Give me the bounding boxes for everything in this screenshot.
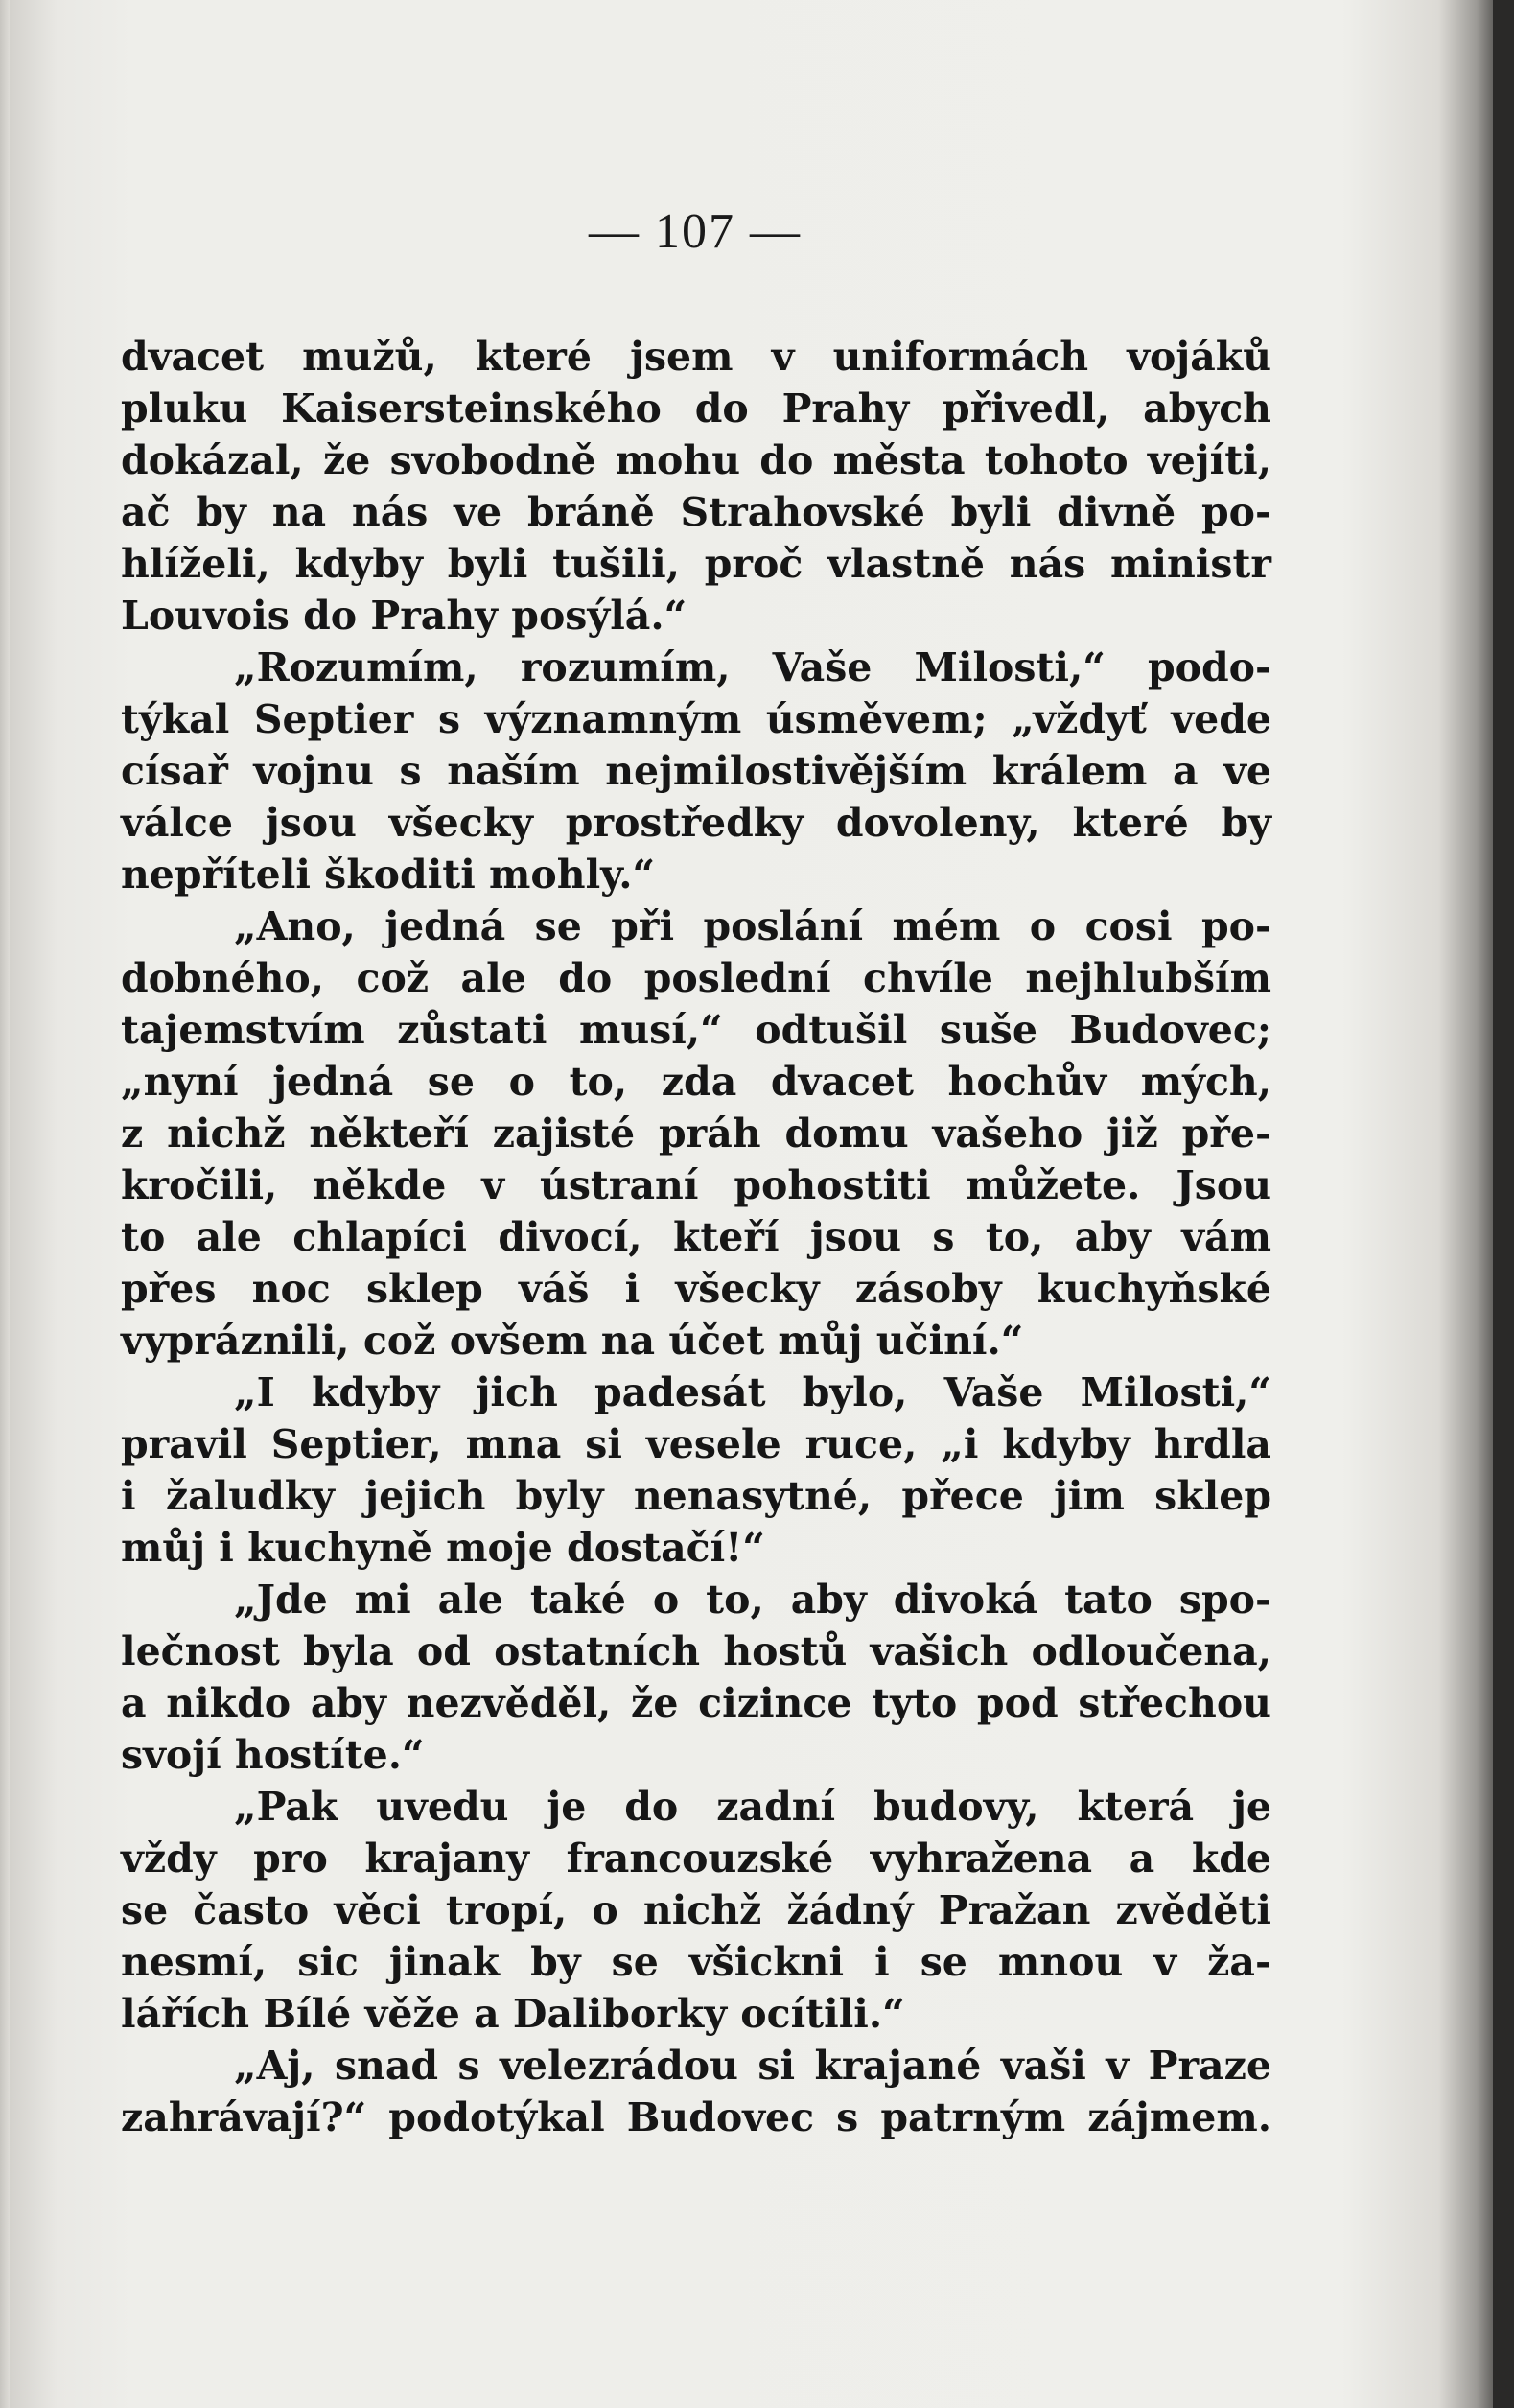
text-line: i žaludky jejich byly nenasytné, přece jim sklep bbox=[121, 1473, 1271, 1519]
text-line: „nyní jedná se o to, zda dvacet hochův mých, bbox=[121, 1059, 1271, 1105]
text-line: kročili, někde v ústraní pohostiti můžete. Jsou bbox=[121, 1162, 1271, 1208]
text-line: nepříteli škoditi mohly.“ bbox=[121, 852, 656, 898]
text-line: dvacet mužů, které jsem v uniformách vojáků bbox=[121, 334, 1271, 380]
text-line: „Aj, snad s velezrádou si krajané vaši v Praze bbox=[234, 2043, 1271, 2089]
text-line: „Rozumím, rozumím, Vaše Milosti,“ podo- bbox=[234, 644, 1271, 690]
text-line: nesmí, sic jinak by se všickni i se mnou v ža- bbox=[121, 1939, 1271, 1985]
text-line: svojí hostíte.“ bbox=[121, 1732, 425, 1778]
text-line: Louvois do Prahy posýlá.“ bbox=[121, 593, 687, 639]
text-line: dokázal, že svobodně mohu do města tohoto vejíti, bbox=[121, 437, 1271, 483]
text-line: válce jsou všecky prostředky dovoleny, které by bbox=[121, 800, 1271, 846]
text-line: „Jde mi ale také o to, aby divoká tato spo- bbox=[234, 1577, 1271, 1623]
text-line: dobného, což ale do poslední chvíle nejhlubším bbox=[121, 955, 1271, 1001]
text-line: ač by na nás ve bráně Strahovské byli divně po- bbox=[121, 489, 1271, 535]
text-line: týkal Septier s významným úsměvem; „vždyť vede bbox=[121, 696, 1271, 742]
text-line: „I kdyby jich padesát bylo, Vaše Milosti,“ bbox=[234, 1369, 1271, 1415]
text-line: z nichž někteří zajisté práh domu vašeho již pře- bbox=[121, 1110, 1271, 1157]
page-number: — 107 — bbox=[589, 204, 802, 259]
text-line: vypráznili, což ovšem na účet můj učiní.“ bbox=[121, 1318, 1024, 1364]
text-line: hlíželi, kdyby byli tušili, proč vlastně nás ministr bbox=[121, 541, 1271, 587]
text-line: lečnost byla od ostatních hostů vašich odloučena, bbox=[121, 1628, 1271, 1674]
body-text bbox=[121, 331, 1271, 2143]
text-line: pravil Septier, mna si vesele ruce, „i kdyby hrdla bbox=[121, 1421, 1271, 1467]
text-line: tajemstvím zůstati musí,“ odtušil suše Budovec; bbox=[121, 1007, 1271, 1053]
text-line: to ale chlapíci divocí, kteří jsou s to, aby vám bbox=[121, 1214, 1271, 1260]
text-line: přes noc sklep váš i všecky zásoby kuchyňské bbox=[121, 1266, 1271, 1312]
text-line: „Ano, jedná se při poslání mém o cosi po- bbox=[234, 903, 1271, 949]
text-line: zahrávají?“ podotýkal Budovec s patrným zájmem. bbox=[121, 2094, 1271, 2140]
text-line: císař vojnu s naším nejmilostivějším králem a ve bbox=[121, 748, 1271, 794]
text-line: se často věci tropí, o nichž žádný Pražan zvěděti bbox=[121, 1887, 1271, 1933]
text-line: pluku Kaisersteinského do Prahy přivedl, abych bbox=[121, 386, 1271, 432]
text-line: a nikdo aby nezvěděl, že cizince tyto pod střechou bbox=[121, 1680, 1271, 1726]
text-line: lářích Bílé věže a Daliborky ocítili.“ bbox=[121, 1991, 905, 2037]
text-line: vždy pro krajany francouzské vyhražena a kde bbox=[121, 1835, 1271, 1882]
text-line: „Pak uvedu je do zadní budovy, která je bbox=[234, 1784, 1271, 1830]
text-line: můj i kuchyně moje dostačí!“ bbox=[121, 1525, 765, 1571]
